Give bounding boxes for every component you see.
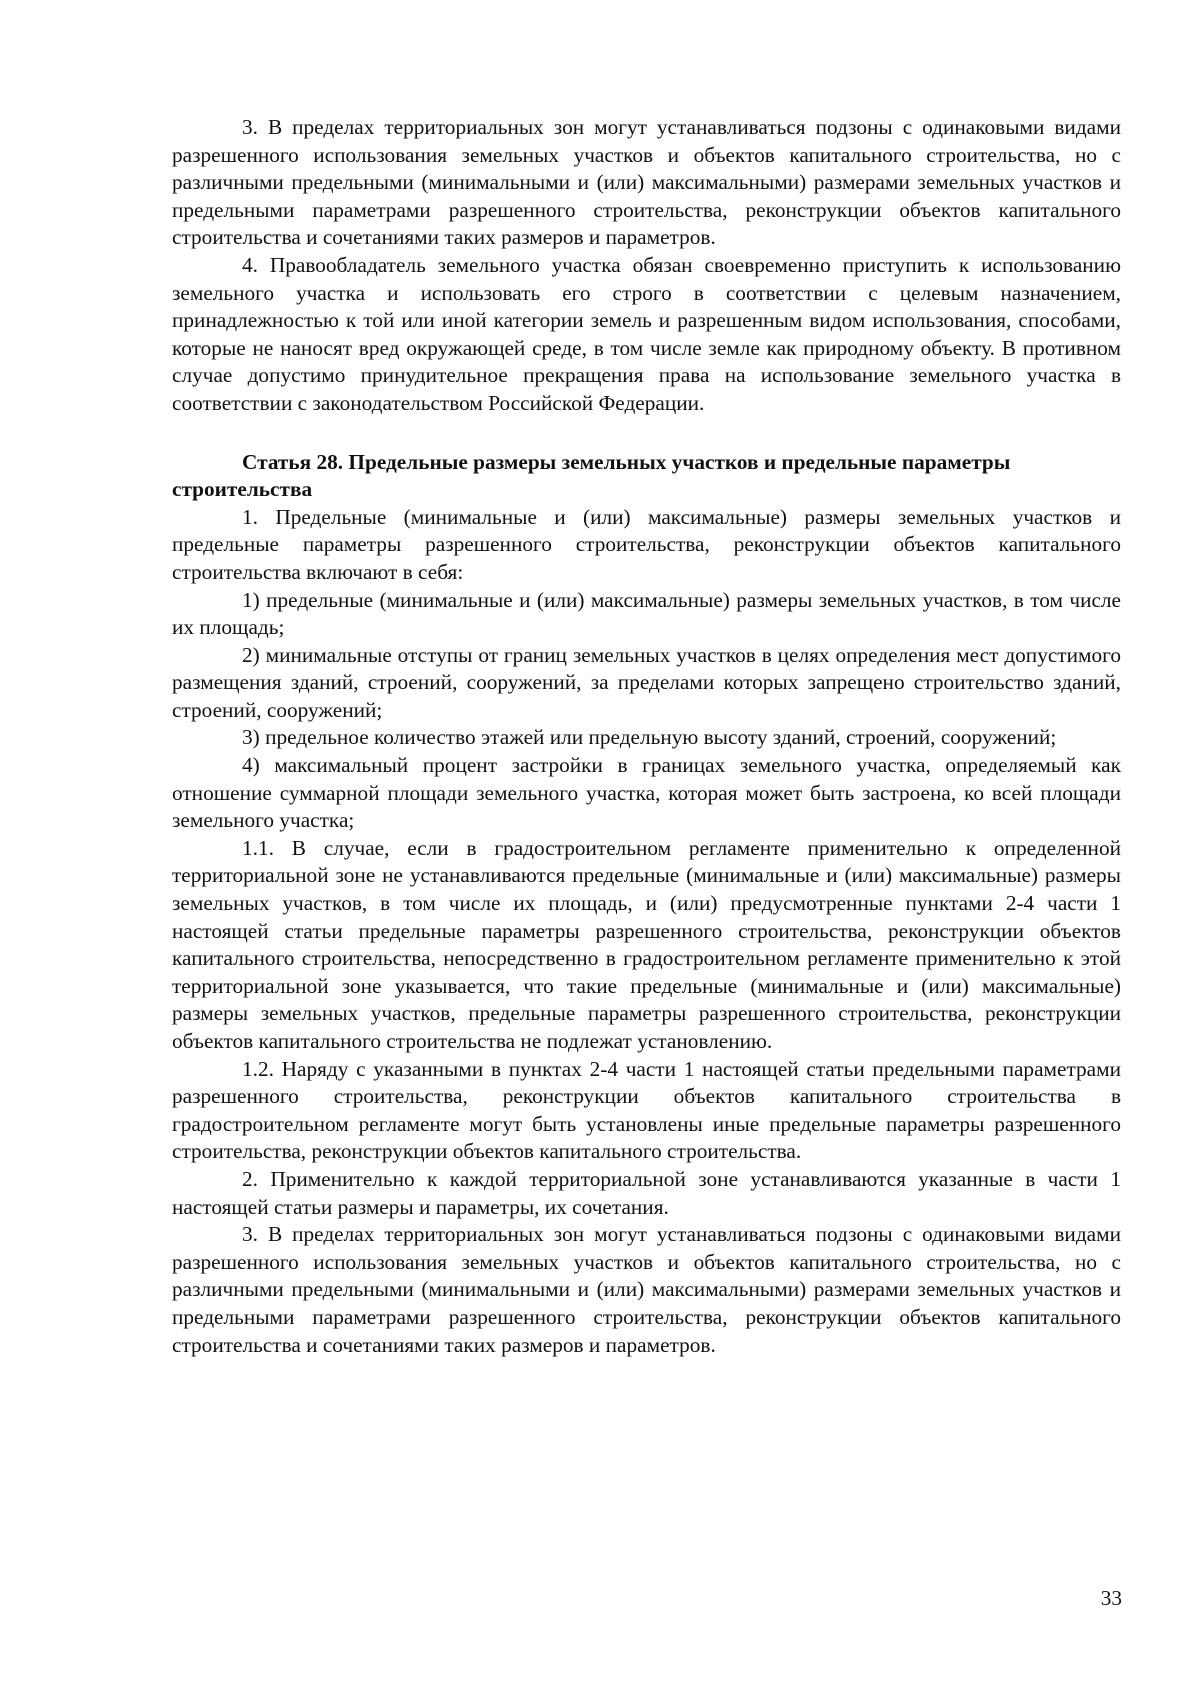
article-28-heading: Статья 28. Предельные размеры земельных участков и предельные параметры строительства [172, 449, 1011, 502]
list-item-floors-height: 3) предельное количество этажей или предельную высоту зданий, строений, сооружений; [242, 725, 1057, 750]
list-item-plot-sizes: 1) предельные (минимальные и (или) максимальные) размеры земельных участков, в том числе их площадь; [172, 587, 1121, 640]
paragraph-1-1: 1.1. В случае, если в градостроительном регламенте применительно к определенной территориальной зоне не устанавливаются предельные (минимальные и (или) максимальные) размеры земельных участков, в том числе их площадь, и (или) предусмотренные пунктами 2-4 части 1 настоящей статьи предельные параметры разрешенного строительства, реконструкции объектов капитального строительства, непосредственно в градостроительном регламенте применительно к этой территориальной зоне указывается, что такие предельные (минимальные и (или) максимальные) размеры земельных участков, предельные параметры разрешенного строительства, реконструкции объектов капитального строительства не подлежат установлению. [172, 835, 1121, 1053]
paragraph-subzones: 3. В пределах территориальных зон могут устанавливаться подзоны с одинаковыми видами разрешенного использования земельных участков и объектов капитального строительства, но с различными предельными (минимальными и (или) максимальными) размерами земельных участков и предельными параметрами разрешенного строительства, реконструкции объектов капитального строительства и сочетаниями таких размеров и параметров. [172, 115, 1121, 250]
paragraph-limits-include: 1. Предельные (минимальные и (или) максимальные) размеры земельных участков и предельные параметры разрешенного строительства, реконструкции объектов капитального строительства включают в себя: [172, 504, 1121, 584]
paragraph-1-2: 1.2. Наряду с указанными в пунктах 2-4 части 1 настоящей статьи предельными параметрами разрешенного строительства, реконструкции объектов капитального строительства в градостроительном регламенте могут быть установлены иные предельные параметры разрешенного строительства, реконструкции объектов капитального строительства. [172, 1056, 1121, 1164]
list-item-building-percentage: 4) максимальный процент застройки в границах земельного участка, определяемый как отношение суммарной площади земельного участка, которая может быть застроена, ко всей площади земельного участка; [172, 753, 1121, 833]
paragraph-2: 2. Применительно к каждой территориальной зоне устанавливаются указанные в части 1 настоящей статьи размеры и параметры, их сочетания. [172, 1166, 1121, 1219]
paragraph-3: 3. В пределах территориальных зон могут устанавливаться подзоны с одинаковыми видами разрешенного использования земельных участков и объектов капитального строительства, но с различными предельными (минимальными и (или) максимальными) размерами земельных участков и предельными параметрами разрешенного строительства, реконструкции объектов капитального строительства и сочетаниями таких размеров и параметров. [172, 1222, 1121, 1357]
document-page [172, 114, 1121, 1359]
list-item-setbacks: 2) минимальные отступы от границ земельных участков в целях определения мест допустимого размещения зданий, строений, сооружений, за пределами которых запрещено строительство зданий, строений, сооружений; [172, 642, 1121, 722]
paragraph-rightholder-duty: 4. Правообладатель земельного участка обязан своевременно приступить к использованию земельного участка и использовать его строго в соответствии с целевым назначением, принадлежностью к той или иной категории земель и разрешенным видом использования, способами, которые не наносят вред окружающей среде, в том числе земле как природному объекту. В противном случае допустимо принудительное прекращения права на использование земельного участка в соответствии с законодательством Российской Федерации. [172, 252, 1121, 415]
page-number: 33 [1100, 1586, 1122, 1610]
